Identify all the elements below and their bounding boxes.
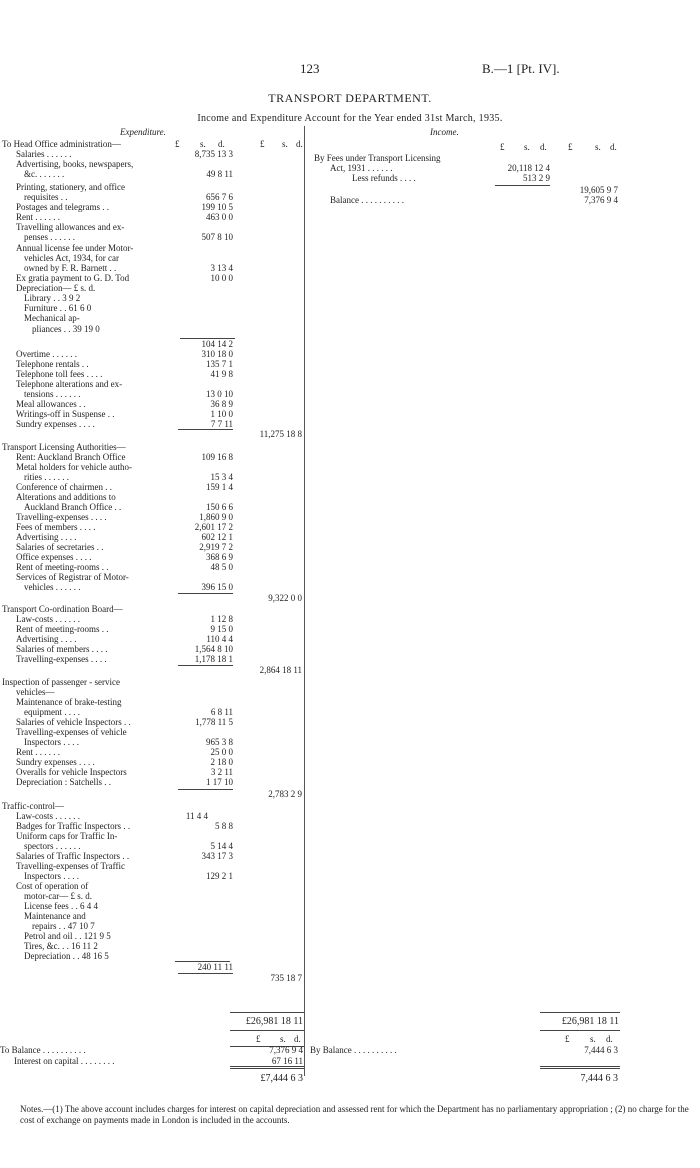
income-balance-label: Balance . . . . . . . . . .	[330, 195, 404, 205]
expenditure-line: Salaries . . . . . .	[16, 149, 72, 159]
subtotal-rule	[178, 789, 233, 790]
expenditure-line: Law-costs . . . . . .	[16, 614, 80, 624]
footnotes: Notes.—(1) The above account includes charges for interest on capital depreciation and assessed rent for which the Department has no parliamentary appropriation ; (2) no charge for the cost of exchange on payments made in London is included in the accounts.	[20, 1104, 689, 1126]
subtotal-rule	[178, 429, 233, 430]
expenditure-amount: 49 8 11	[206, 169, 233, 179]
expenditure-line: Metal holders for vehicle autho-	[16, 462, 132, 472]
exp-header-pence-2: d.	[296, 139, 303, 149]
expenditure-amount: 1,564 8 10	[194, 644, 233, 654]
expenditure-line: Travelling-expenses of vehicle	[16, 727, 127, 737]
expenditure-line: &c. . . . . . .	[24, 169, 65, 179]
expenditure-amount: 36 8 9	[210, 399, 233, 409]
exp-header-shilling-2: s.	[282, 139, 288, 149]
expenditure-amount: 1,860 9 0	[199, 512, 233, 522]
expenditure-amount: 1,178 18 1	[194, 654, 233, 664]
expenditure-amount: 104 14 2	[201, 339, 233, 349]
expenditure-line: rities . . . . . .	[24, 472, 69, 482]
expenditure-line: Rent of meeting-rooms . .	[16, 562, 109, 572]
expenditure-amount: 41 9 8	[210, 369, 233, 379]
expenditure-line: Mechanical ap-	[24, 313, 80, 323]
expenditure-line: Auckland Branch Office . .	[24, 502, 122, 512]
expenditure-amount: 48 5 0	[210, 562, 233, 572]
expenditure-line: Fees of members . . . .	[16, 522, 96, 532]
expenditure-line: owned by F. R. Barnett . .	[24, 263, 117, 273]
inc-bal-header-pound: £	[565, 1034, 570, 1044]
expenditure-line: Overtime . . . . . .	[16, 349, 77, 359]
expenditure-amount: 507 8 10	[201, 232, 233, 242]
expenditure-line: Overalls for vehicle Inspectors	[16, 767, 127, 777]
net-fees-amount: 19,605 9 7	[579, 185, 618, 195]
expenditure-line: Furniture . . 61 6 0	[24, 303, 92, 313]
expenditure-line: Rent of meeting-rooms . .	[16, 624, 109, 634]
expenditure-line: vehicles Act, 1934, for car	[24, 253, 119, 263]
expenditure-line: Sundry expenses . . . .	[16, 419, 95, 429]
subtotal-rule	[178, 973, 233, 974]
expenditure-subtotal: 9,322 0 0	[268, 593, 302, 603]
expenditure-line: Inspection of passenger - service	[2, 677, 120, 687]
exp-bal-header-shilling: s.	[280, 1034, 286, 1044]
fees-label-line2: Act, 1931 . . . . . .	[330, 163, 393, 173]
expenditure-amount: 6 8 11	[210, 707, 233, 717]
expenditure-amount: 3 2 11	[210, 767, 233, 777]
expenditure-line: Library . . 3 9 2	[24, 293, 81, 303]
expenditure-amount: 150 6 6	[206, 502, 233, 512]
expenditure-amount: 396 15 0	[201, 582, 233, 592]
expenditure-line: Maintenance of brake-testing	[16, 697, 122, 707]
expenditure-line: Depreciation— £ s. d.	[16, 283, 96, 293]
refunds-label: Less refunds . . . .	[352, 173, 416, 183]
expenditure-amount: 1 12 8	[210, 614, 233, 624]
expenditure-line: Rent: Auckland Branch Office	[16, 452, 126, 462]
expenditure-grand-total: £26,981 18 11	[245, 1016, 303, 1027]
account-subtitle: Income and Expenditure Account for the Year ended 31st March, 1935.	[197, 113, 503, 124]
expenditure-amount: 25 0 0	[210, 747, 233, 757]
subtotal-rule	[178, 665, 233, 666]
expenditure-line: Alterations and additions to	[16, 492, 116, 502]
expenditure-line: Meal allowances . .	[16, 399, 86, 409]
expenditure-line: spectors . . . . . .	[24, 841, 81, 851]
exp-bal-header-pound: £	[256, 1034, 261, 1044]
by-balance-amount: 7,444 6 3	[584, 1045, 618, 1055]
expenditure-line: Salaries of members . . . .	[16, 644, 108, 654]
inc-header-shilling-1: s.	[524, 142, 530, 152]
expenditure-amount: 2,919 7 2	[199, 542, 233, 552]
expenditure-amount: 1 17 10	[206, 777, 233, 787]
document-reference: B.—1 [Pt. IV].	[482, 61, 560, 76]
expenditure-amount: 13 0 10	[206, 389, 233, 399]
refunds-amount: 513 2 9	[523, 173, 550, 183]
expenditure-amount: 343 17 3	[201, 851, 233, 861]
exp-bal-header-pence: d.	[294, 1034, 301, 1044]
exp-header-pound-1: £	[175, 139, 180, 149]
expenditure-line: Advertising . . . .	[16, 634, 77, 644]
expenditure-line: vehicles—	[16, 687, 55, 697]
expenditure-line: Maintenance and	[24, 911, 86, 921]
expenditure-amount: 463 0 0	[206, 212, 233, 222]
expenditure-line: Law-costs . . . . . .	[16, 811, 80, 821]
expenditure-line: License fees . . 6 4 4	[24, 901, 98, 911]
expenditure-subtotal: 2,864 18 11	[259, 665, 302, 675]
expenditure-line: Badges for Traffic Inspectors . .	[16, 821, 131, 831]
inc-header-pound-1: £	[500, 142, 505, 152]
expenditure-amount: 965 3 8	[206, 737, 233, 747]
expenditure-line: Rent . . . . . .	[16, 212, 60, 222]
expenditure-line: Writings-off in Suspense . .	[16, 409, 115, 419]
fees-amount: 20,118 12 4	[507, 163, 550, 173]
expenditure-line: vehicles . . . . . .	[24, 582, 81, 592]
inc-header-pence-2: d.	[610, 142, 617, 152]
expenditure-amount: 7 7 11	[210, 419, 233, 429]
expenditure-amount: 159 1 4	[206, 482, 233, 492]
expenditure-line: Office expenses . . . .	[16, 552, 92, 562]
income-grand-total: £26,981 18 11	[561, 1016, 619, 1027]
expenditure-amount: 110 4 4	[206, 634, 233, 644]
expenditure-line: Rent . . . . . .	[16, 747, 60, 757]
expenditure-amount: 3 13 4	[210, 263, 233, 273]
income-caption: Income.	[430, 127, 459, 137]
expenditure-line: Uniform caps for Traffic In-	[16, 831, 118, 841]
expenditure-amount: 240 11 11	[197, 962, 233, 972]
expenditure-amount: 8,735 13 3	[194, 149, 233, 159]
expenditure-line: Services of Registrar of Motor-	[16, 572, 129, 582]
expenditure-amount: 1,778 11 5	[195, 717, 233, 727]
expenditure-amount: 5 14 4	[210, 841, 233, 851]
expenditure-line: Travelling-expenses . . . .	[16, 512, 107, 522]
fees-label-line1: By Fees under Transport Licensing	[314, 153, 441, 163]
expenditure-line: Conference of chairmen . .	[16, 482, 112, 492]
expenditure-line: Ex gratia payment to G. D. Tod	[16, 273, 130, 283]
expenditure-line: Salaries of secretaries . .	[16, 542, 104, 552]
expenditure-line: Advertising . . . .	[16, 532, 77, 542]
inc-bal-header-shilling: s.	[590, 1034, 596, 1044]
expenditure-line: Inspectors . . . .	[24, 737, 79, 747]
inc-header-pence-1: d.	[540, 142, 547, 152]
exp-header-shilling-1: s.	[200, 139, 206, 149]
expenditure-line: Travelling allowances and ex-	[16, 222, 125, 232]
expenditure-line: tensions . . . . . .	[24, 389, 81, 399]
expenditure-line: Salaries of Traffic Inspectors . .	[16, 851, 130, 861]
expenditure-line: Traffic-control—	[2, 801, 64, 811]
expenditure-line: Depreciation : Satchells . .	[16, 777, 111, 787]
expenditure-line: Telephone alterations and ex-	[16, 379, 123, 389]
expenditure-line: Travelling-expenses of Traffic	[16, 861, 125, 871]
expenditure-line: Postages and telegrams . .	[16, 202, 109, 212]
expenditure-line: Inspectors . . . .	[24, 871, 79, 881]
by-balance-label: By Balance . . . . . . . . . .	[310, 1045, 397, 1055]
expenditure-amount: 368 6 9	[206, 552, 233, 562]
expenditure-line: Tires, &c. . . 16 11 2	[24, 941, 98, 951]
inc-bal-header-pence: d.	[606, 1034, 613, 1044]
expenditure-amount: 199 10 5	[201, 202, 233, 212]
expenditure-amount: 135 7 1	[206, 359, 233, 369]
to-balance-label: To Balance . . . . . . . . . .	[0, 1045, 86, 1055]
expenditure-subtotal: 2,783 2 9	[268, 789, 302, 799]
expenditure-line: To Head Office administration—	[2, 139, 121, 149]
expenditure-line: repairs . . 47 10 7	[32, 921, 95, 931]
expenditure-subtotal: 11,275 18 8	[259, 429, 302, 439]
expenditure-amount: 129 2 1	[206, 871, 233, 881]
expenditure-amount: 656 7 6	[206, 192, 233, 202]
expenditure-line: Travelling-expenses . . . .	[16, 654, 107, 664]
expenditure-line: Telephone toll fees . . . .	[16, 369, 103, 379]
expenditure-line: Depreciation . . 48 16 5	[24, 951, 109, 961]
expenditure-line: Salaries of vehicle Inspectors . .	[16, 717, 131, 727]
expenditure-line: Advertising, books, newspapers,	[16, 159, 134, 169]
expenditure-amount: 10 0 0	[210, 273, 233, 283]
expenditure-amount: 109 16 8	[201, 452, 233, 462]
exp-header-pound-2: £	[260, 139, 265, 149]
income-balance-amount: 7,376 9 4	[584, 195, 618, 205]
expenditure-amount: 1 10 0	[210, 409, 233, 419]
expenditure-amount: 5 8 8	[215, 821, 233, 831]
subtotal-rule	[178, 593, 233, 594]
expenditure-line: Telephone rentals . .	[16, 359, 89, 369]
exp-header-pence-1: d.	[218, 139, 225, 149]
inc-header-shilling-2: s.	[595, 142, 601, 152]
column-divider	[304, 126, 305, 1076]
expenditure-amount: 15 3 4	[210, 472, 233, 482]
expenditure-subtotal: 735 18 7	[270, 973, 302, 983]
expenditure-line: Petrol and oil . . 121 9 5	[24, 931, 111, 941]
interest-label: Interest on capital . . . . . . . .	[14, 1056, 115, 1066]
expenditure-line: Printing, stationery, and office	[16, 182, 125, 192]
expenditure-line: Sundry expenses . . . .	[16, 757, 95, 767]
expenditure-line: motor-car— £ s. d.	[24, 891, 93, 901]
expenditure-line: equipment . . . .	[24, 707, 80, 717]
expenditure-line: pliances . . 39 19 0	[32, 324, 100, 334]
expenditure-line: Transport Co-ordination Board—	[2, 604, 123, 614]
expenditure-line: Transport Licensing Authorities—	[2, 442, 126, 452]
expenditure-line: Cost of operation of	[16, 881, 89, 891]
expenditure-caption: Expenditure.	[120, 127, 166, 137]
expenditure-amount: 2,601 17 2	[194, 522, 233, 532]
expenditure-amount: 2 18 0	[210, 757, 233, 767]
page-title: TRANSPORT DEPARTMENT.	[268, 91, 432, 105]
income-balance-total: 7,444 6 3	[580, 1073, 618, 1084]
expenditure-line: requisites . .	[24, 192, 68, 202]
expenditure-amount: 9 15 0	[210, 624, 233, 634]
expenditure-line: penses . . . . . .	[24, 232, 75, 242]
expenditure-amount: 602 12 1	[201, 532, 233, 542]
page-number: 123	[300, 61, 320, 76]
to-balance-amount: 7,376 9 4	[269, 1045, 303, 1055]
expenditure-balance-total: £7,444 6 3	[260, 1073, 303, 1084]
interest-amount: 67 16 11	[271, 1056, 303, 1066]
exp-amount-law-costs: 11 4 4	[185, 811, 208, 821]
expenditure-amount: 310 18 0	[201, 349, 233, 359]
inc-header-pound-2: £	[568, 142, 573, 152]
expenditure-line: Annual license fee under Motor-	[16, 243, 134, 253]
